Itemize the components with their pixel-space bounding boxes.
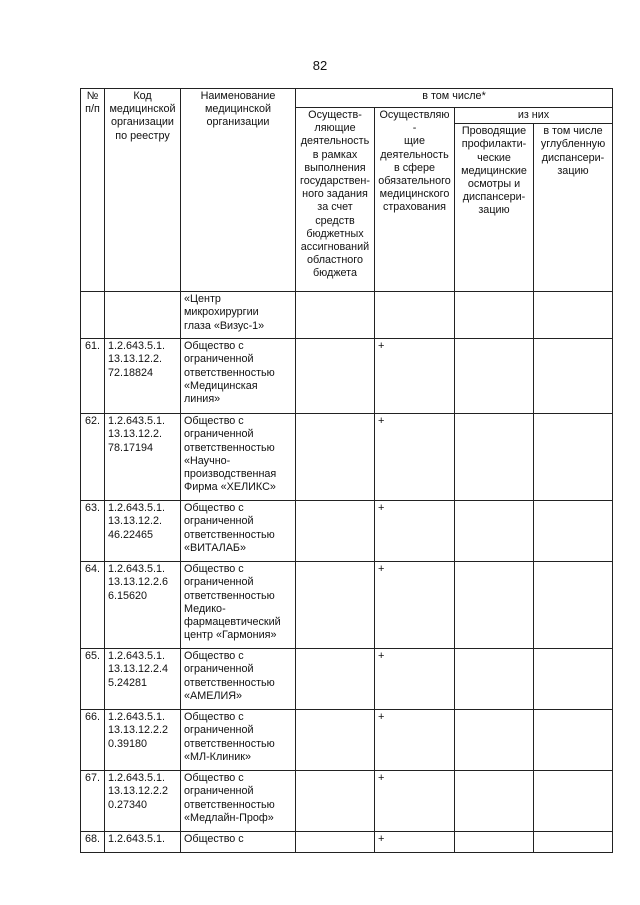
cell-prevent bbox=[455, 649, 534, 710]
cell-name: Общество с ограниченной ответственностью «Медицинская линия» bbox=[181, 339, 296, 414]
organizations-table bbox=[80, 88, 613, 853]
cell-code: 1.2.643.5.1. 13.13.12.2. 72.18824 bbox=[105, 339, 181, 414]
cell-num: 68. bbox=[81, 832, 105, 853]
cell-num: 65. bbox=[81, 649, 105, 710]
cell-num bbox=[81, 292, 105, 339]
header-of-them: из них bbox=[455, 108, 613, 124]
table-row bbox=[81, 562, 613, 649]
cell-num: 63. bbox=[81, 501, 105, 562]
cell-num: 61. bbox=[81, 339, 105, 414]
cell-prevent bbox=[455, 501, 534, 562]
cell-oms: + bbox=[375, 562, 455, 649]
cell-oms: + bbox=[375, 501, 455, 562]
cell-num: 62. bbox=[81, 414, 105, 501]
cell-oms bbox=[375, 292, 455, 339]
table-row bbox=[81, 832, 613, 853]
cell-prevent bbox=[455, 414, 534, 501]
cell-budget bbox=[296, 649, 375, 710]
table-row bbox=[81, 501, 613, 562]
header-code: Код медицинской организации по реестру bbox=[105, 89, 181, 292]
cell-budget bbox=[296, 414, 375, 501]
cell-indepth bbox=[534, 771, 613, 832]
cell-prevent bbox=[455, 562, 534, 649]
table-row bbox=[81, 649, 613, 710]
page-number: 82 bbox=[312, 58, 328, 73]
cell-name: Общество с ограниченной ответственностью Медико- фармацевтический центр «Гармония» bbox=[181, 562, 296, 649]
cell-code bbox=[105, 292, 181, 339]
cell-oms: + bbox=[375, 710, 455, 771]
cell-name: Общество с ограниченной ответственностью «Научно- производственная Фирма «ХЕЛИКС» bbox=[181, 414, 296, 501]
cell-indepth bbox=[534, 292, 613, 339]
cell-code: 1.2.643.5.1. 13.13.12.2.6 6.15620 bbox=[105, 562, 181, 649]
header-in-depth: в том числе углубленную диспансери- зацию bbox=[534, 124, 613, 292]
cell-code: 1.2.643.5.1. 13.13.12.2.2 0.27340 bbox=[105, 771, 181, 832]
cell-budget bbox=[296, 501, 375, 562]
cell-prevent bbox=[455, 292, 534, 339]
cell-budget bbox=[296, 292, 375, 339]
header-budget: Осуществ- ляющие деятельность в рамках выполнения государствен- ного задания за счет средств бюджетных ассигнований областного бюджета bbox=[296, 108, 375, 292]
cell-indepth bbox=[534, 414, 613, 501]
cell-code: 1.2.643.5.1. 13.13.12.2.4 5.24281 bbox=[105, 649, 181, 710]
cell-indepth bbox=[534, 710, 613, 771]
cell-indepth bbox=[534, 832, 613, 853]
cell-code: 1.2.643.5.1. bbox=[105, 832, 181, 853]
table-row bbox=[81, 414, 613, 501]
cell-name: Общество с ограниченной ответственностью «Медлайн-Проф» bbox=[181, 771, 296, 832]
cell-budget bbox=[296, 771, 375, 832]
table-row bbox=[81, 710, 613, 771]
table-row bbox=[81, 339, 613, 414]
cell-name: «Центр микрохирургии глаза «Визус-1» bbox=[181, 292, 296, 339]
table-body bbox=[81, 89, 613, 853]
header-oms: Осуществляю- щие деятельность в сфере обязательного медицинского страхования bbox=[375, 108, 455, 292]
cell-oms: + bbox=[375, 339, 455, 414]
cell-budget bbox=[296, 562, 375, 649]
cell-name: Общество с ограниченной ответственностью «ВИТАЛАБ» bbox=[181, 501, 296, 562]
header-name: Наименование медицинской организации bbox=[181, 89, 296, 292]
cell-num: 64. bbox=[81, 562, 105, 649]
cell-indepth bbox=[534, 649, 613, 710]
cell-oms: + bbox=[375, 771, 455, 832]
cell-budget bbox=[296, 710, 375, 771]
cell-oms: + bbox=[375, 649, 455, 710]
header-including: в том числе* bbox=[296, 89, 613, 108]
cell-oms: + bbox=[375, 832, 455, 853]
cell-name: Общество с bbox=[181, 832, 296, 853]
cell-budget bbox=[296, 832, 375, 853]
cell-indepth bbox=[534, 501, 613, 562]
table-row bbox=[81, 771, 613, 832]
header-preventive: Проводящие профилакти- ческие медицинские осмотры и диспансери- зацию bbox=[455, 124, 534, 292]
cell-num: 67. bbox=[81, 771, 105, 832]
cell-indepth bbox=[534, 339, 613, 414]
cell-code: 1.2.643.5.1. 13.13.12.2. 46.22465 bbox=[105, 501, 181, 562]
cell-oms: + bbox=[375, 414, 455, 501]
cell-prevent bbox=[455, 832, 534, 853]
header-num: № п/п bbox=[81, 89, 105, 292]
cell-indepth bbox=[534, 562, 613, 649]
cell-num: 66. bbox=[81, 710, 105, 771]
cell-prevent bbox=[455, 710, 534, 771]
header-row-1 bbox=[81, 89, 613, 108]
cell-name: Общество с ограниченной ответственностью «МЛ-Клиник» bbox=[181, 710, 296, 771]
table-row bbox=[81, 292, 613, 339]
cell-code: 1.2.643.5.1. 13.13.12.2.2 0.39180 bbox=[105, 710, 181, 771]
cell-prevent bbox=[455, 771, 534, 832]
cell-name: Общество с ограниченной ответственностью «АМЕЛИЯ» bbox=[181, 649, 296, 710]
cell-budget bbox=[296, 339, 375, 414]
cell-code: 1.2.643.5.1. 13.13.12.2. 78.17194 bbox=[105, 414, 181, 501]
cell-prevent bbox=[455, 339, 534, 414]
